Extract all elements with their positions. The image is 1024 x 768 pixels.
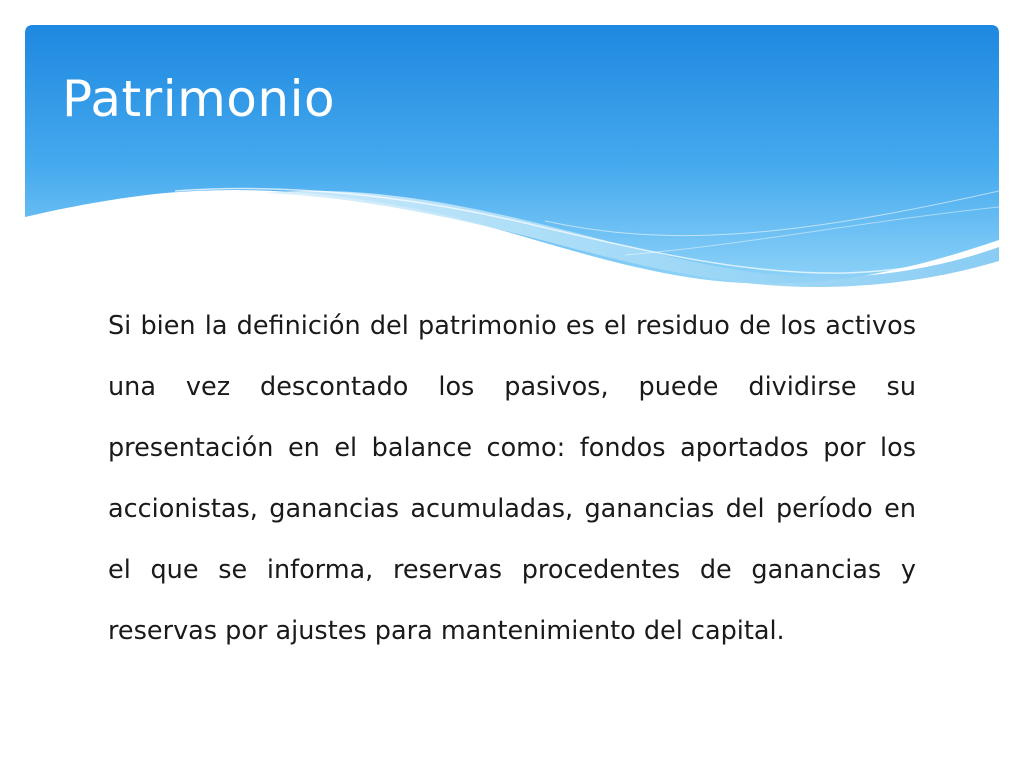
header-wave-graphic: [25, 25, 999, 295]
slide-body-text: Si bien la definición del patrimonio es el residuo de los activos una vez descontado los pasivos, puede dividirse su presentación en el balance como: fondos aportados por los accionistas, ganancias acumuladas, ganancias del período en el que se informa, reservas procedentes de ganancias y reservas por ajustes para mantenimiento del capital.: [108, 311, 916, 646]
header-banner: [25, 25, 999, 295]
slide-title: Patrimonio: [62, 70, 336, 128]
